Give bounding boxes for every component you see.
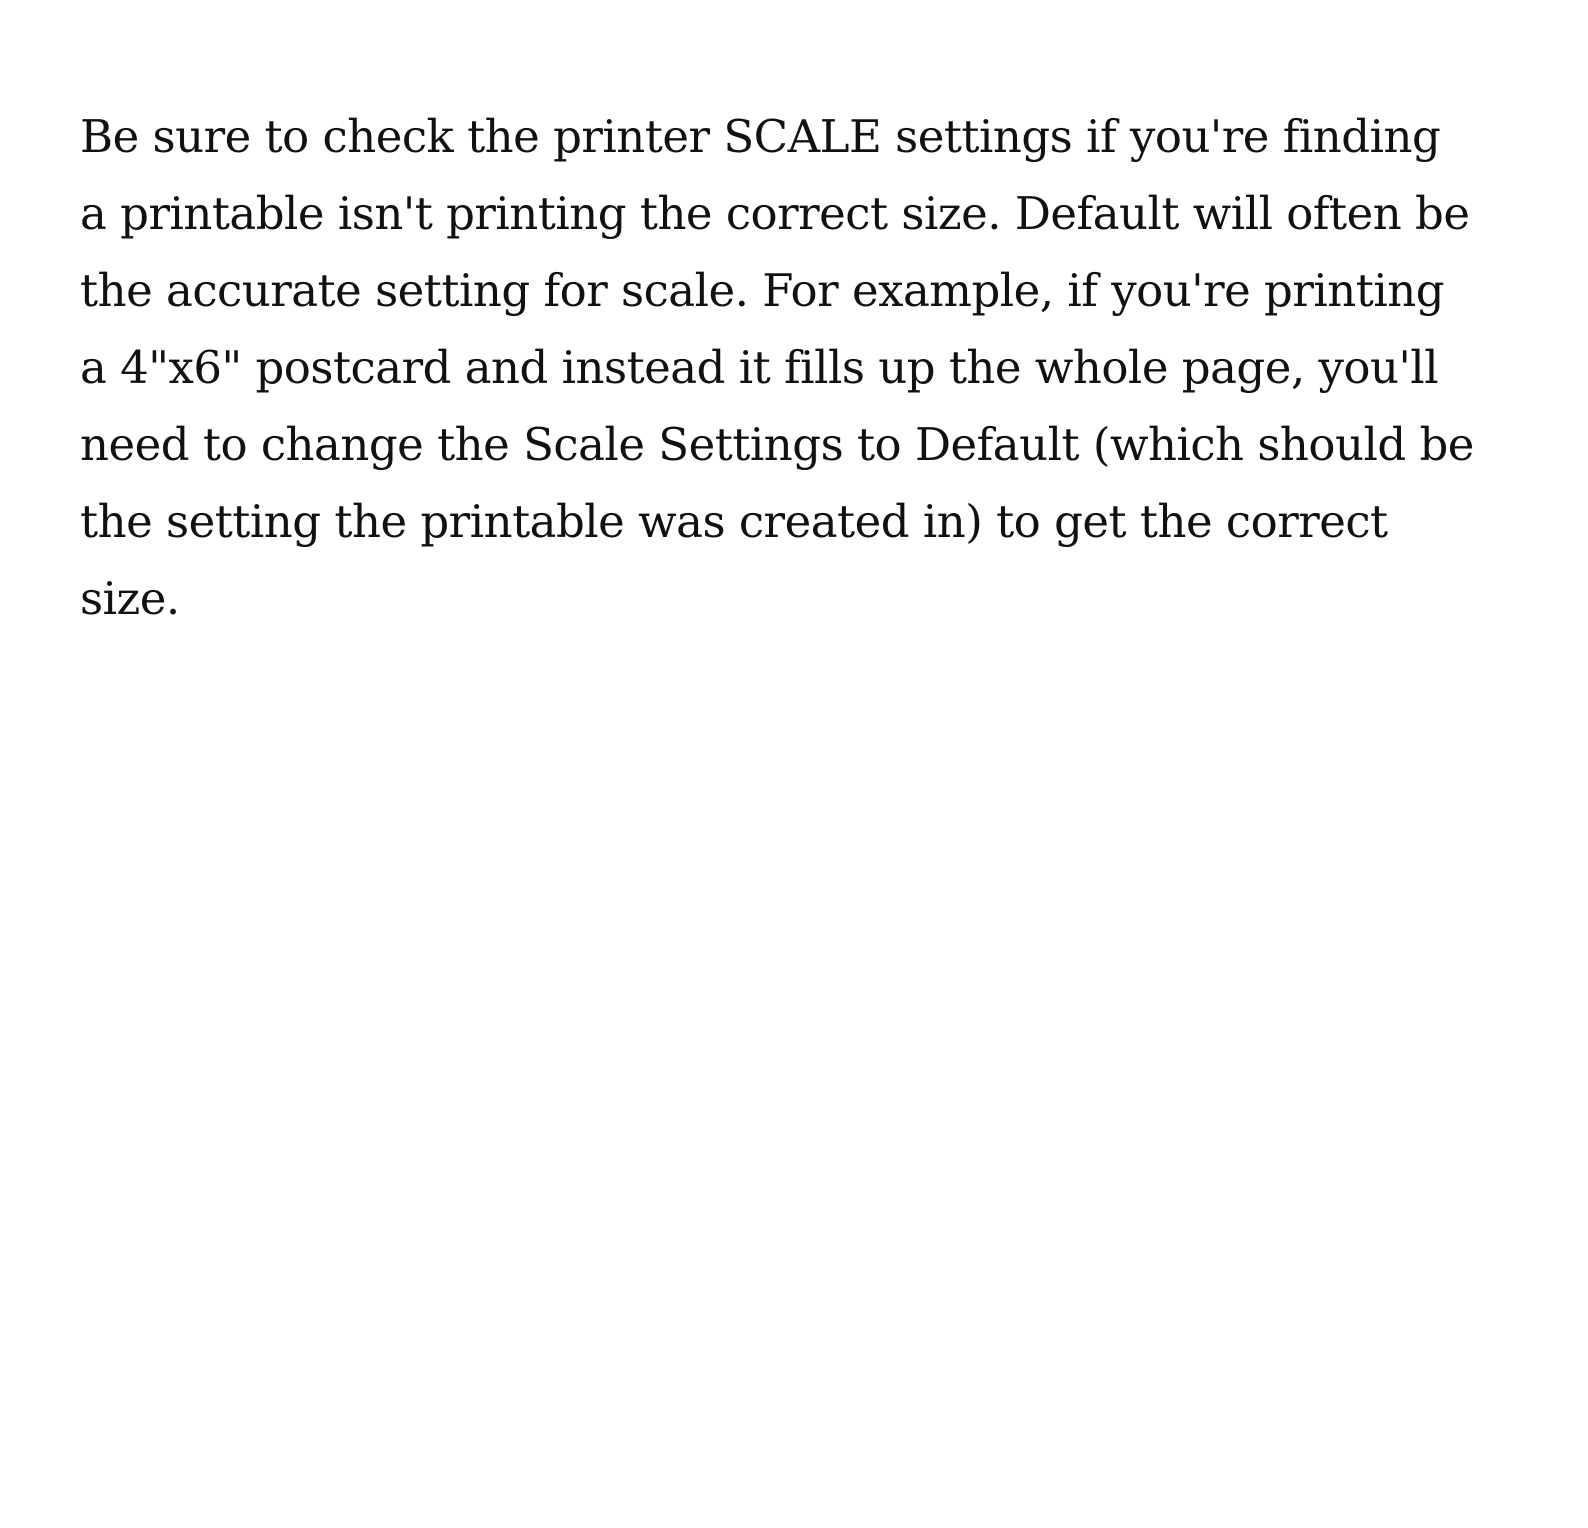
- paragraph-line-1: Be sure to check the printer SCALE settings if you're finding: [80, 110, 1441, 163]
- paragraph-line-6: the setting the printable was created in) to get the correct: [80, 495, 1388, 548]
- paragraph-line-3: the accurate setting for scale. For example, if you're printing: [80, 264, 1445, 317]
- paragraph-line-5: need to change the Scale Settings to Default (which should be: [80, 418, 1474, 471]
- instruction-paragraph: [80, 98, 1520, 637]
- paragraph-line-7: size.: [80, 572, 180, 625]
- paragraph-line-4: a 4"x6" postcard and instead it fills up the whole page, you'll: [80, 341, 1439, 394]
- paragraph-line-2: a printable isn't printing the correct size. Default will often be: [80, 187, 1470, 240]
